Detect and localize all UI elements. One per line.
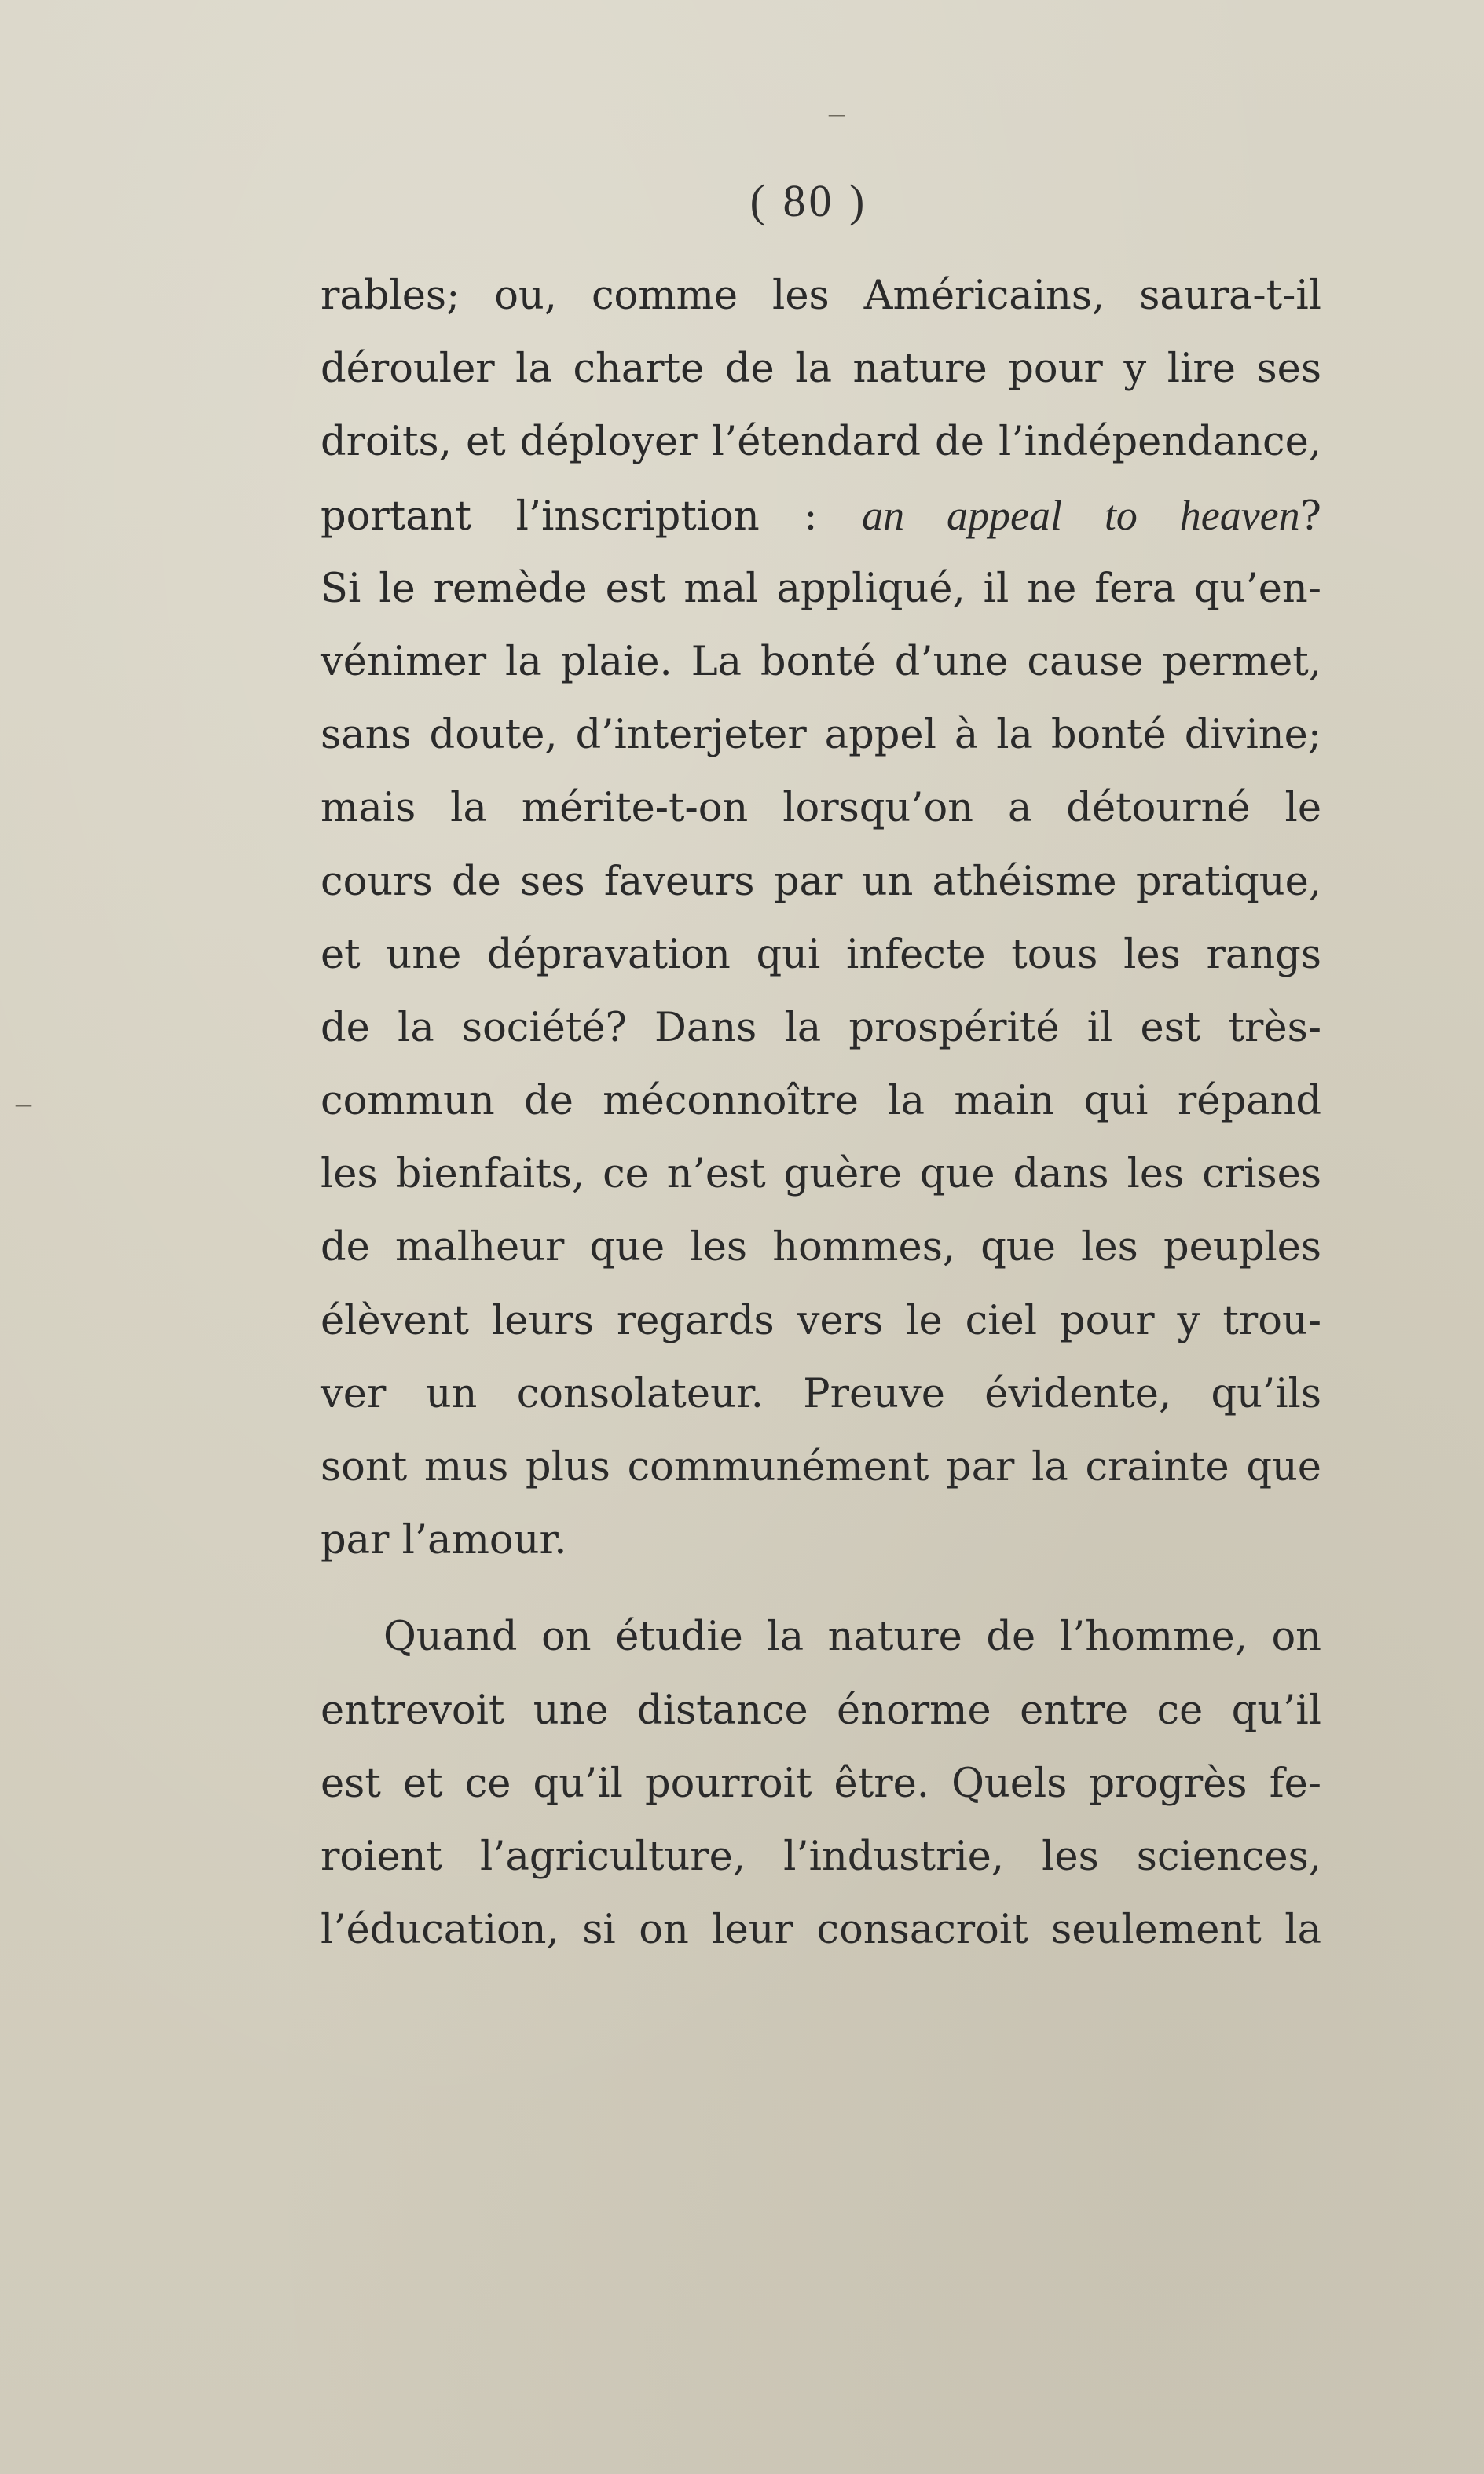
text-line: sans doute, d’interjeter appel à la bonté divine;	[321, 712, 1321, 759]
text-line: et une dépravation qui infecte tous les rangs	[321, 931, 1321, 978]
text-line: droits, et déployer l’étendard de l’indépendance,	[321, 419, 1321, 466]
text-line: est et ce qu’il pourroit être. Quels progrès fe-	[321, 1760, 1321, 1807]
text-line: Si le remède est mal appliqué, il ne fera qu’en-	[321, 565, 1321, 612]
text-line: les bienfaits, ce n’est guère que dans les crises	[321, 1151, 1321, 1198]
body-text	[321, 259, 1321, 1966]
text-segment: ?	[1299, 493, 1321, 540]
text-line: entrevoit une distance énorme entre ce qu’il	[321, 1687, 1321, 1734]
text-line: cours de ses faveurs par un athéisme pratique,	[321, 858, 1321, 905]
english-quotation: an appeal to heaven	[862, 491, 1300, 539]
text-line: de malheur que les hommes, que les peuples	[321, 1224, 1321, 1271]
text-line: vénimer la plaie. La bonté d’une cause permet,	[321, 638, 1321, 685]
page-number: ( 80 )	[749, 175, 868, 226]
text-line: élèvent leurs regards vers le ciel pour y trou-	[321, 1297, 1321, 1344]
text-line-with-quotation	[321, 479, 1321, 552]
text-line: de la société? Dans la prospérité il est très-	[321, 1004, 1321, 1051]
text-line: commun de méconnoître la main qui répand	[321, 1078, 1321, 1125]
text-line: ver un consolateur. Preuve évidente, qu’ils	[321, 1370, 1321, 1417]
text-line: mais la mérite-t-on lorsqu’on a détourné le	[321, 785, 1321, 832]
text-line: l’éducation, si on leur consacroit seulement la	[321, 1907, 1321, 1954]
text-line: dérouler la charte de la nature pour y lire ses	[321, 346, 1321, 393]
text-line: rables; ou, comme les Américains, saura-t-il	[321, 273, 1321, 319]
text-line: par l’amour.	[321, 1517, 567, 1564]
text-line: sont mus plus communément par la crainte que	[321, 1444, 1321, 1490]
page-speck-top: –	[829, 95, 845, 130]
page-speck-left-margin: –	[16, 1085, 31, 1120]
text-line: roient l’agriculture, l’industrie, les sciences,	[321, 1833, 1321, 1880]
text-segment: portant l’inscription :	[321, 493, 863, 540]
paragraph-first-line: Quand on étudie la nature de l’homme, on	[383, 1614, 1321, 1661]
